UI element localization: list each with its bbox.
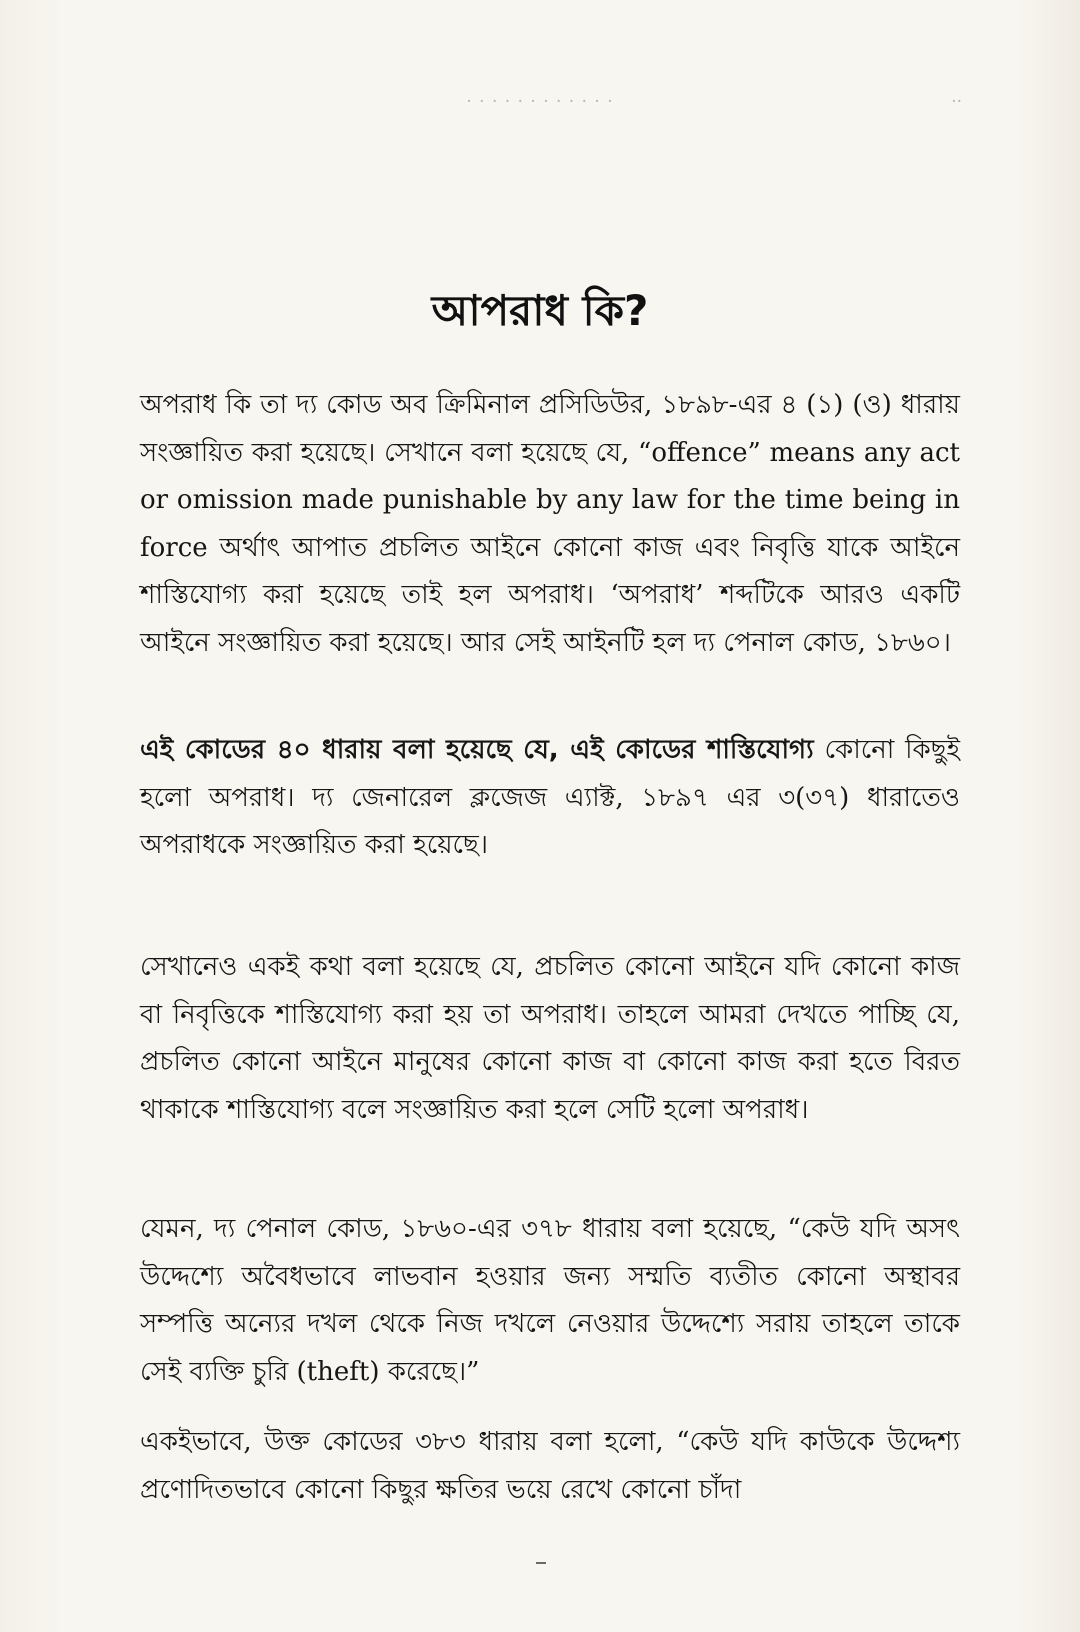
- paragraph-4: যেমন, দ্য পেনাল কোড, ১৮৬০-এর ৩৭৮ ধারায় বলা হয়েছে, “কেউ যদি অসৎ উদ্দেশ্যে অবৈধভাবে লাভবান হওয়ার জন্য সম্মতি ব্যতীত কোনো অস্থাবর সম্পত্তি অন্যের দখল থেকে নিজ দখলে নেওয়ার উদ্দেশ্যে সরায় তাহলে তাকে সেই ব্যক্তি চুরি (theft) করেছে।”: [140, 1214, 960, 1387]
- page-title: আপরাধ কি?: [431, 286, 649, 336]
- paragraph-2-body: কোনো কিছুই হলো অপরাধ। দ্য জেনারেল ক্লজেজ এ্যাক্ট, ১৮৯৭ এর ৩(৩৭) ধারাতেও অপরাধকে সংজ্ঞায়িত করা হয়েছে।: [140, 735, 960, 860]
- paragraph-5: একইভাবে, উক্ত কোডের ৩৮৩ ধারায় বলা হলো, “কেউ যদি কাউকে উদ্দেশ্য প্রণোদিতভাবে কোনো কিছুর ক্ষতির ভয়ে রেখে কোনো চাঁদা: [140, 1427, 960, 1505]
- paragraph-1: অপরাধ কি তা দ্য কোড অব ক্রিমিনাল প্রসিডিউর, ১৮৯৮-এর ৪ (১) (ও) ধারায় সংজ্ঞায়িত করা হয়েছে। সেখানে বলা হয়েছে যে, “offence” means any act or omission made punishable by any law for the time being in force অর্থাৎ আপাত প্রচলিত আইনে কোনো কাজ এবং নিবৃত্তি যাকে আইনে শাস্তিযোগ্য করা হয়েছে তাই হল অপরাধ। ‘অপরাধ’ শব্দটিকে আরও একটি আইনে সংজ্ঞায়িত করা হয়েছে। আর সেই আইনটি হল দ্য পেনাল কোড, ১৮৬০।: [140, 390, 960, 658]
- paragraph-2-lead: এই কোডের ৪০ ধারায় বলা হয়েছে যে, এই কোডের শাস্তিযোগ্য: [140, 735, 814, 765]
- running-head-faint: · · · · · · · · · · · ·: [466, 92, 614, 112]
- paragraph-2: [140, 727, 960, 870]
- page-number-faint: ··: [951, 92, 962, 112]
- paragraph-3: সেখানেও একই কথা বলা হয়েছে যে, প্রচলিত কোনো আইনে যদি কোনো কাজ বা নিবৃত্তিকে শাস্তিযোগ্য করা হয় তা অপরাধ। তাহলে আমরা দেখতে পাচ্ছি যে, প্রচলিত কোনো আইনে মানুষের কোনো কাজ বা কোনো কাজ করা হতে বিরত থাকাকে শাস্তিযোগ্য বলে সংজ্ঞায়িত করা হলে সেটি হলো অপরাধ।: [140, 952, 960, 1125]
- footer-mark: [536, 1562, 546, 1564]
